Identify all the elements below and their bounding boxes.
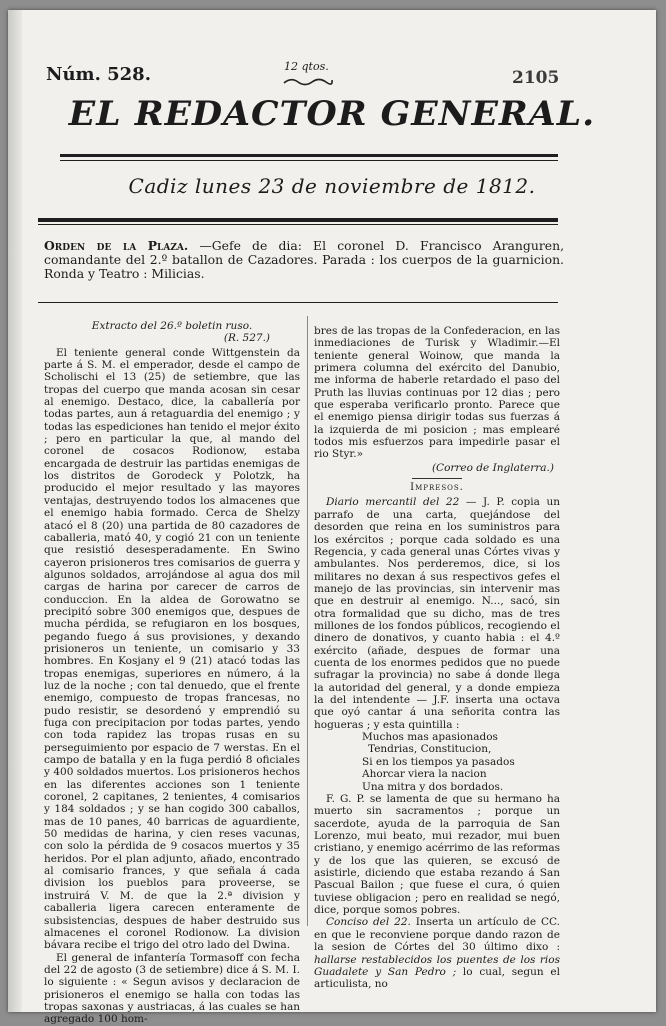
left-column — [44, 320, 300, 1026]
price-note: 12 qtos. — [284, 60, 329, 73]
verse-line: Ahorcar viera la nacion — [362, 768, 487, 781]
date-rule-thick — [38, 218, 558, 222]
conciso-lead: Conciso del 22. — [326, 916, 411, 929]
issue-number: Núm. 528. — [46, 64, 151, 85]
boletin-continuation: bres de las tropas de la Confederacion, en las inmediaciones de Turisk y Wladimir.—El teniente general Woinow, que manda la primera columna del exército del Danubio, me informa de haberle retardado el paso del Pruth las lluvias continuas por 12 dias ; pero que esperaba verificarlo pronto. Parece que el enemigo piensa dirigir todas sus fuerzas á la izquierda de mi posicion ; mas emplearé todos mis esfuerzos para impedirle pasar el rio Styr.» — [314, 325, 560, 461]
source-attribution: (Correo de Inglaterra.) — [431, 461, 554, 474]
boletin-paragraph-2: El general de infantería Tormasoff con fecha del 22 de agosto (3 de setiembre) dice á S. M. I. lo siguiente : « Segun avisos y declaracion de prisioneros el enemigo se halla con todas las tropas saxonas y austriacas, á las cuales se han agregado 100 hom- — [44, 951, 300, 1026]
date-rule-thin — [38, 224, 558, 225]
short-divider — [412, 478, 462, 479]
orden-text: —Gefe de dia: El coronel D. Francisco Aranguren, comandante del 2.º batallon de Cazadores. Parada : los cuerpos de la guarnicion. Ronda y Teatro : Milicias. — [44, 238, 565, 282]
masthead-rule-thick — [60, 154, 558, 157]
verse-line: Tendrias, Constitucion, — [368, 743, 492, 756]
verse-line: Muchos mas apasionados — [362, 731, 498, 743]
masthead-rule-thin — [60, 160, 558, 161]
verse-line: Una mitra y dos bordados. — [362, 780, 504, 793]
conciso-text-b: lo cual, segun el articulista, no — [314, 965, 560, 991]
conciso-italic: hallarse restablecidos los puentes de los rios Guadalete y San Pedro ; — [314, 953, 560, 978]
page-edge-shadow — [8, 10, 22, 1012]
conciso-text-a: Inserta un artículo de CC. en que le reconviene porque dando razon de la sesion de Córtes del 30 último dixo : — [314, 916, 560, 954]
quintilla-verse — [314, 731, 560, 793]
column-divider — [307, 316, 308, 926]
diario-text: — J. P. copia un parrafo de una carta, quejándose del desorden que reina en los suministros para los exércitos ; porque cada soldado es una Regencia, y cada general unas Córtes vivas y ambulantes. Nos perderemos, dice, si los militares no dexan á sus respectivos gefes el manejo de las provincias, sin intervenir mas que en destruir al enemigo. N..., sacó, sin otra formalidad que su dicho, mas de tres millones de los fondos públicos, recogiendo el dinero de donativos, y cuanto habia : el 4.º exército (añade, despues de formar una cuenta de los enormes pedidos que no puede sufragar la provincia) no sabe á donde llega la autoridad del general, y a donde empieza la del intendente — J.F. inserta una octava que oyó cantar á una señorita contra las hogueras ; y esta quintilla : — [314, 496, 560, 731]
diario-paragraph — [314, 496, 560, 731]
right-column — [314, 325, 560, 991]
flourish-ornament — [282, 76, 334, 88]
boletin-paragraph-1: El teniente general conde Wittgenstein da parte á S. M. el emperador, desde el campo de Scholischi el 13 (25) de setiembre, que las tropas del cuerpo que manda acosan sin cesar al enemigo. Destaco, dice, la caballería por todas partes, aun á retaguardia del enemigo ; y todas las espediciones han tenido el mejor éxito ; pero en particular la que, al mando del coronel de cosacos Rodionow, estaba encargada de destruir las partidas enemigas de los distritos de Gorodeck y Polotzk, ha producido el mejor resultado y las mayores ventajas, destruyendo todos los almacenes que el enemigo habia formado. Cerca de Shelzy atacó el 8 (20) una partida de 80 cazadores de caballeria, mató 40, y cogió 21 con un teniente que resistió desesperadamente. En Swino cayeron prisioneros tres comisarios de guerra y algunos soldados, arrojándose al agua dos mil cargas de harina por carecer de carros de conduccion. En la aldea de Gorowatno se precipitó sobre 300 enemigos que, despues de mucha pérdida, se refugiaron en los bosques, pegando fuego á sus provisiones, y dexando prisioneros un teniente, un comisario y 33 hombres. En Kosjany el 9 (21) atacó todas las tropas enemigas, superiores en número, á la luz de la noche ; con tal denuedo, que el frente enemigo, compuesto de tropas francesas, no pudo resistir, se desordenó y emprendió su fuga con precipitacion por todas partes, yendo con toda rapidez las tropas rusas en su perseguimiento por espacio de 7 werstas. En el campo de batalla y en la fuga perdió 8 oficiales y 400 soldados muertos. Los prisioneros hechos en las diferentes acciones son 1 teniente coronel, 2 capitanes, 2 tenientes, 4 comisarios y 184 soldados ; y se han cogido 300 caballos, mas de 10 panes, 40 barricas de aguardiente, 50 medidas de harina, y cien reses vacunas, con solo la pérdida de 9 cosacos muertos y 35 heridos. Por el plan adjunto, añado, encontrado al comisario frances, y que señala á cada division los pueblos para proveerse, se instruirá V. M. de que la 2.ª division y caballeria ligera carecen enteramente de subsistencias, despues de haber destruido sus almacenes el coronel Rodionow. La division bávara recibe el trigo del otro lado del Dwina. — [44, 346, 300, 952]
conciso-paragraph — [314, 916, 560, 990]
impresos-heading: Impresos. — [410, 482, 464, 494]
boletin-reference: (R. 527.) — [223, 332, 270, 345]
section-rule — [38, 302, 558, 303]
orden-de-la-plaza — [44, 239, 564, 282]
orden-label: Orden de la Plaza. — [44, 238, 189, 253]
boletin-title: Extracto del 26.º boletin ruso. — [91, 320, 253, 332]
masthead-title: EL REDACTOR GENERAL. — [68, 94, 596, 134]
verse-line: Si en los tiempos ya pasados — [362, 755, 515, 768]
diario-lead: Diario mercantil del 22 — [326, 496, 460, 509]
newspaper-page — [8, 10, 656, 1026]
dateline: Cadiz lunes 23 de noviembre de 1812. — [128, 174, 536, 198]
page-number: 2105 — [512, 68, 560, 88]
fgp-paragraph: F. G. P. se lamenta de que su hermano ha muerto sin sacramentos ; porque un sacerdote, ayuda de la parroquia de San Lorenzo, mui beato, mui rezador, mui buen cristiano, y enemigo acérrimo de las reformas y de los que las quieren, se excusó de asistirle, diciendo que estaba rezando á San Pascual Bailon ; que fuese el cura, ó quien tuviese obligacion ; pero en realidad se negó, dice, porque somos pobres. — [314, 793, 560, 917]
